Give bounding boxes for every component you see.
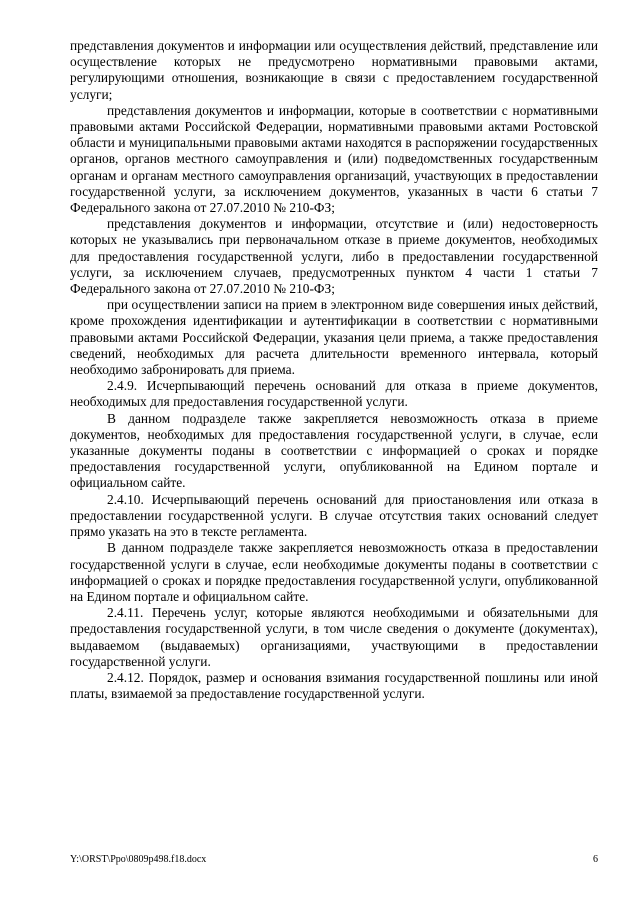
document-body	[70, 38, 598, 702]
paragraph-2-4-10: 2.4.10. Исчерпывающий перечень оснований для приостановления или отказа в предоставлении государственной услуги. В случае отсутствия таких оснований следует прямо указать на это в тексте регламента.	[70, 491, 598, 540]
page-footer	[70, 854, 598, 866]
footer-page-number: 6	[593, 854, 598, 865]
paragraph-4: при осуществлении записи на прием в электронном виде совершения иных действий, кроме прохождения идентификации и аутентификации в соответствии с нормативными правовыми актами Российской Федерации, указания цели приема, а также предоставления сведений, необходимых для расчета длительности временного интервала, который необходимо забронировать для приема.	[70, 297, 598, 378]
paragraph-3: представления документов и информации, отсутствие и (или) недостоверность которых не указывались при первоначальном отказе в приеме документов, необходимых для предоставления государственной услуги, либо в предоставлении государственной услуги, за исключением случаев, предусмотренных пунктом 4 части 1 статьи 7 Федерального закона от 27.07.2010 № 210-ФЗ;	[70, 216, 598, 297]
paragraph-2-4-12: 2.4.12. Порядок, размер и основания взимания государственной пошлины или иной платы, взимаемой за предоставление государственной услуги.	[70, 669, 598, 702]
paragraph-8: В данном подразделе также закрепляется невозможность отказа в предоставлении государственной услуги в случае, если необходимые документы поданы в соответствии с информацией о сроках и порядке предоставления государственной услуги, опубликованной на Едином портале и официальном сайте.	[70, 540, 598, 604]
paragraph-6: В данном подразделе также закрепляется невозможность отказа в приеме документов, необходимых для предоставления государственной услуги, в случае, если указанные документы поданы в соответствии с информацией о сроках и порядке предоставления государственной услуги, опубликованной на Едином портале и официальном сайте.	[70, 410, 598, 491]
footer-file-path: Y:\ORST\Ppo\0809p498.f18.docx	[70, 854, 207, 865]
paragraph-2: представления документов и информации, которые в соответствии с нормативными правовыми актами Российской Федерации, нормативными правовыми актами Ростовской области и муниципальными правовыми актами находятся в распоряжении государственных органов, органов местного самоуправления и (или) подведомственных государственным органам и органам местного самоуправления организаций, участвующих в предоставлении государственной услуги, за исключением документов, указанных в части 6 статьи 7 Федерального закона от 27.07.2010 № 210-ФЗ;	[70, 102, 598, 216]
paragraph-2-4-9: 2.4.9. Исчерпывающий перечень оснований для отказа в приеме документов, необходимых для предоставления государственной услуги.	[70, 378, 598, 410]
paragraph-1: представления документов и информации или осуществления действий, представление или осуществление которых не предусмотрено нормативными правовыми актами, регулирующими отношения, возникающие в связи с предоставлением государственной услуги;	[70, 38, 598, 102]
paragraph-2-4-11: 2.4.11. Перечень услуг, которые являются необходимыми и обязательными для предоставления государственной услуги, в том числе сведения о документе (документах), выдаваемом (выдаваемых) организациями, участвующими в предоставлении государственной услуги.	[70, 605, 598, 669]
